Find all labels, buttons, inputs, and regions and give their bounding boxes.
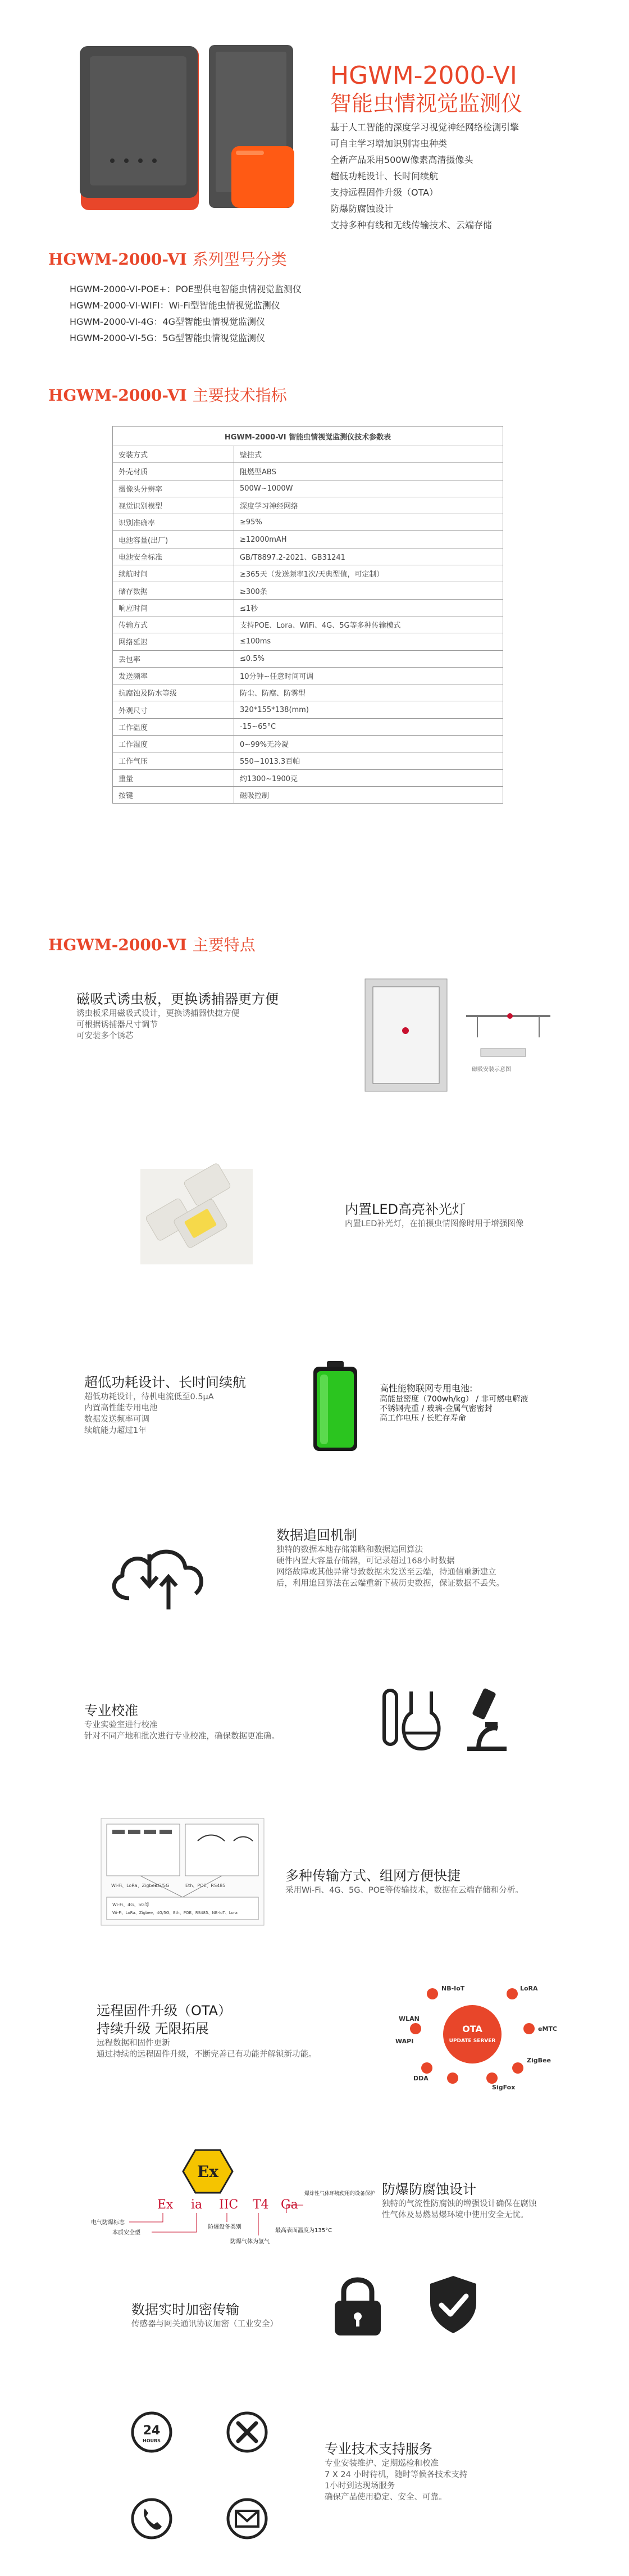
product-desc-line: 全新产品采用500W像素高清摄像头 <box>330 155 473 165</box>
ex-label: 本质安全型 <box>112 2230 140 2236</box>
ex-symbol: Ex <box>197 2162 219 2181</box>
battery-info <box>380 1382 528 1423</box>
feature-line: 1小时到达现场服务 <box>325 2482 395 2491</box>
spec-key: 外观尺寸 <box>113 701 234 718</box>
spec-row <box>113 531 503 548</box>
feature-explosion-proof <box>382 2180 537 2221</box>
net-label: 4G/5G <box>155 1883 170 1888</box>
spec-value: 壁挂式 <box>234 446 503 463</box>
product-description <box>330 119 611 233</box>
spec-value: 320*155*138(mm) <box>234 701 503 718</box>
feature-line: 后，利用追回算法在云端重新下载历史数据，保证数据不丢失。 <box>276 1579 504 1588</box>
phone-icon <box>129 2496 174 2541</box>
ota-center-sub: UPDATE SERVER <box>449 2038 496 2044</box>
hours-label: HOURS <box>143 2438 161 2443</box>
lock-icon <box>332 2273 383 2338</box>
feature-led <box>345 1200 523 1230</box>
feature-line: 专业实验室进行校准 <box>84 1721 158 1730</box>
spec-row <box>113 633 503 650</box>
battery-line: 不锈钢壳重 / 玻璃-金属气密密封 <box>380 1404 493 1413</box>
spec-key: 识别准确率 <box>113 514 234 531</box>
spec-value: ≥12000mAH <box>234 531 503 548</box>
net-label: Wi-Fi、4G、5G等 <box>112 1902 149 1907</box>
cloud-sync-icon <box>101 1531 213 1615</box>
ota-diagram <box>380 1978 565 2090</box>
feature-ota <box>97 2002 317 2060</box>
ex-code: ia <box>191 2198 203 2212</box>
model-item: HGWM-2000-VI-WIFI：Wi-Fi型智能虫情视觉监测仪 <box>70 300 280 311</box>
classification-heading-model: HGWM-2000-VI <box>48 250 187 269</box>
spec-key: 外壳材质 <box>113 463 234 480</box>
spec-value: 防尘、防腐、防雾型 <box>234 684 503 701</box>
spec-value: 支持POE、Lora、WiFi、4G、5G等多种传输模式 <box>234 616 503 633</box>
spec-key: 安装方式 <box>113 446 234 463</box>
feature-title: 多种传输方式、组网方便快捷 <box>285 1868 461 1884</box>
magnetic-install-diagram <box>359 976 567 1099</box>
product-desc-line: 支持多种有线和无线传输技术、云端存储 <box>330 220 493 230</box>
product-desc-line: 超低功耗设计、长时间续航 <box>330 171 439 182</box>
feature-service <box>325 2440 467 2503</box>
specs-heading-model: HGWM-2000-VI <box>48 386 187 405</box>
feature-line: 独特的数据本地存储策略和数据追回算法 <box>276 1545 423 1554</box>
battery-line: 高能量密度（700wh/kg） / 非可燃电解液 <box>380 1395 528 1404</box>
feature-line: 内置LED补光灯，在拍摄虫情图像时用于增强图像 <box>345 1219 524 1228</box>
spec-row <box>113 480 503 497</box>
ota-center: OTA <box>462 2024 482 2034</box>
spec-key: 响应时间 <box>113 599 234 616</box>
spec-key: 工作湿度 <box>113 736 234 752</box>
specs-heading-text: 主要技术指标 <box>192 386 287 405</box>
spec-key: 抗腐蚀及防水等级 <box>113 684 234 701</box>
spec-key: 储存数据 <box>113 582 234 599</box>
device-front-image <box>79 45 202 214</box>
product-name: 智能虫情视觉监测仪 <box>330 91 523 116</box>
spec-key: 工作温度 <box>113 718 234 735</box>
feature-line: 诱虫板采用磁吸式设计，更换诱捕器快捷方便 <box>76 1009 239 1018</box>
spec-row <box>113 769 503 786</box>
spec-value: ≥365天（发送频率1次/天典型值，可定制） <box>234 565 503 582</box>
spec-row <box>113 786 503 803</box>
spec-table-title: HGWM-2000-VI 智能虫情视觉监测仪技术参数表 <box>113 427 503 446</box>
feature-data-recovery <box>276 1526 504 1589</box>
ota-node: SigFox <box>492 2084 516 2091</box>
product-desc-line: 支持远程固件升级（OTA） <box>330 187 439 198</box>
spec-row <box>113 616 503 633</box>
feature-line: 采用Wi-Fi、4G、5G、POE等传输技术，数据在云端存储和分析。 <box>285 1886 523 1895</box>
spec-key: 按键 <box>113 786 234 803</box>
spec-value: 500W~1000W <box>234 480 503 497</box>
ex-proof-diagram <box>90 2147 376 2253</box>
spec-value: 深度学习神经网络 <box>234 497 503 514</box>
spec-row <box>113 701 503 718</box>
feature-line: 数据发送频率可调 <box>84 1415 149 1424</box>
feature-encryption <box>131 2301 278 2330</box>
feature-line: 7 X 24 小时待机，随时等候各技术支持 <box>325 2470 468 2479</box>
spec-value: ≤1秒 <box>234 599 503 616</box>
ota-node: NB-IoT <box>441 1985 465 1992</box>
spec-value: -15~65°C <box>234 718 503 735</box>
24-hours-icon <box>129 2410 174 2455</box>
shield-check-icon <box>428 2275 478 2334</box>
spec-row <box>113 514 503 531</box>
net-label: Wi-Fi、LoRa、Zigbee <box>111 1883 158 1888</box>
model-item: HGWM-2000-VI-POE+：POE型供电智能虫情视觉监测仪 <box>70 284 302 294</box>
feature-network <box>285 1867 523 1896</box>
feature-line: 可安装多个诱芯 <box>76 1032 134 1041</box>
features-heading-model: HGWM-2000-VI <box>48 936 187 954</box>
spec-row <box>113 599 503 616</box>
spec-row <box>113 463 503 480</box>
spec-key: 工作气压 <box>113 752 234 769</box>
ota-node: DDA <box>413 2075 429 2082</box>
feature-line: 确保产品使用稳定、安全、可靠。 <box>325 2493 447 2502</box>
spec-key: 摄像头分辨率 <box>113 480 234 497</box>
spec-key: 网络延迟 <box>113 633 234 650</box>
feature-line: 超低功耗设计，待机电流低至0.5μA <box>84 1393 214 1402</box>
ota-node: eMTC <box>538 2025 557 2033</box>
ex-code: IIC <box>219 2198 239 2212</box>
spec-row <box>113 548 503 565</box>
classification-heading <box>48 247 287 270</box>
spec-row <box>113 565 503 582</box>
spec-table <box>112 426 503 804</box>
spec-key: 丢包率 <box>113 650 234 667</box>
spec-row <box>113 497 503 514</box>
ota-node: ZigBee <box>527 2057 551 2064</box>
spec-value: 阻燃型ABS <box>234 463 503 480</box>
spec-value: ≥300条 <box>234 582 503 599</box>
network-diagram <box>101 1818 264 1925</box>
spec-row <box>113 752 503 769</box>
microscope-icon <box>456 1687 512 1753</box>
spec-row <box>113 736 503 752</box>
spec-value: ≥95% <box>234 514 503 531</box>
spec-value: 约1300~1900克 <box>234 769 503 786</box>
feature-title-2: 持续升级 无限拓展 <box>97 2021 209 2037</box>
ex-label: 最高表面温度为135°C <box>275 2228 332 2234</box>
ex-label: 防爆气体为氢气 <box>230 2239 270 2245</box>
ex-label: 爆炸性气体环境使用的设备保护 <box>304 2191 376 2197</box>
feature-title: 专业技术支持服务 <box>325 2441 432 2457</box>
spec-row <box>113 718 503 735</box>
feature-title: 专业校准 <box>84 1703 138 1718</box>
net-label: Wi-Fi、LoRa、Zigbee、4G/5G、Eth、POE、RS485、NB-IoT、Lora <box>112 1911 238 1915</box>
spec-key: 续航时间 <box>113 565 234 582</box>
spec-key: 电池容量(出厂) <box>113 531 234 548</box>
spec-row <box>113 667 503 684</box>
feature-line: 续航能力超过1年 <box>84 1426 147 1435</box>
product-model: HGWM-2000-VI <box>330 61 517 90</box>
ex-label: 防爆设备类别 <box>208 2224 241 2230</box>
product-desc-line: 基于人工智能的深度学习视觉神经网络检测引擎 <box>330 122 519 133</box>
feature-title: 防爆防腐蚀设计 <box>382 2182 476 2197</box>
model-item: HGWM-2000-VI-4G：4G型智能虫情视觉监测仪 <box>70 316 265 327</box>
feature-magnetic-board <box>76 990 279 1042</box>
led-image <box>140 1169 253 1264</box>
spec-key: 重量 <box>113 769 234 786</box>
feature-line: 远程数据和固件更新 <box>97 2039 170 2048</box>
mail-icon <box>225 2496 270 2541</box>
spec-value: 磁吸控制 <box>234 786 503 803</box>
specs-heading <box>48 383 287 406</box>
model-item: HGWM-2000-VI-5G：5G型智能虫情视觉监测仪 <box>70 333 265 343</box>
features-heading-text: 主要特点 <box>192 936 256 954</box>
feature-low-power <box>84 1373 246 1436</box>
feature-line: 可根据诱捕器尺寸调节 <box>76 1021 158 1030</box>
feature-title: 内置LED高亮补光灯 <box>345 1201 466 1217</box>
product-desc-line: 防爆防腐蚀设计 <box>330 203 394 214</box>
battery-icon <box>310 1359 361 1454</box>
feature-line: 专业安装维护、定期巡检和校准 <box>325 2459 439 2468</box>
spec-value: 10分钟~任意时间可调 <box>234 667 503 684</box>
device-side-image <box>209 45 299 214</box>
spec-row <box>113 582 503 599</box>
battery-title: 高性能物联网专用电池: <box>380 1383 473 1394</box>
feature-title: 数据实时加密传输 <box>131 2302 239 2318</box>
spec-value: ≤0.5% <box>234 650 503 667</box>
ex-code: T4 <box>253 2198 269 2212</box>
feature-line: 传感器与网关通讯协议加密（工业安全） <box>131 2320 278 2329</box>
features-heading <box>48 933 256 955</box>
ota-node: WAPI <box>395 2038 414 2045</box>
feature-title: 数据追回机制 <box>276 1527 357 1543</box>
spec-key: 发送频率 <box>113 667 234 684</box>
ota-node: WLAN <box>399 2015 420 2022</box>
ex-code: Ga <box>281 2198 298 2212</box>
feature-title: 磁吸式诱虫板，更换诱捕器更方便 <box>76 991 279 1007</box>
spec-value: 550~1013.3百帕 <box>234 752 503 769</box>
classification-heading-text: 系列型号分类 <box>192 250 287 269</box>
spec-key: 视觉识别模型 <box>113 497 234 514</box>
lab-flask-icon <box>382 1686 444 1753</box>
feature-calibration <box>84 1702 280 1742</box>
feature-line: 硬件内置大容量存储器，可记录超过168小时数据 <box>276 1557 455 1566</box>
spec-row <box>113 650 503 667</box>
model-list <box>70 281 302 346</box>
feature-title: 远程固件升级（OTA） <box>97 2003 232 2019</box>
feature-line: 内置高性能专用电池 <box>84 1404 158 1413</box>
spec-row <box>113 684 503 701</box>
spec-value: ≤100ms <box>234 633 503 650</box>
ota-node: LoRA <box>520 1985 538 1992</box>
spec-value: GB/T8897.2-2021、GB31241 <box>234 548 503 565</box>
tools-icon <box>225 2410 270 2455</box>
ex-code: Ex <box>157 2198 174 2212</box>
spec-key: 传输方式 <box>113 616 234 633</box>
net-label: Eth、POE、RS485 <box>185 1883 226 1888</box>
spec-value: 0~99%无冷凝 <box>234 736 503 752</box>
battery-line: 高工作电压 / 长贮存寿命 <box>380 1414 466 1423</box>
hours-number: 24 <box>143 2424 161 2438</box>
spec-key: 电池安全标准 <box>113 548 234 565</box>
feature-line: 性气体及易燃易爆环境中使用安全无忧。 <box>382 2211 528 2220</box>
feature-line: 独特的气流性防腐蚀的增强设计确保在腐蚀 <box>382 2199 537 2208</box>
ex-label: 电气防爆标志 <box>91 2220 125 2226</box>
feature-line: 网络故障或其他异常导致数据未发送至云端，待通信重新建立 <box>276 1568 496 1577</box>
product-desc-line: 可自主学习增加识别害虫种类 <box>330 138 448 149</box>
feature-line: 针对不同产地和批次进行专业校准，确保数据更准确。 <box>84 1732 280 1741</box>
feature-line: 通过持续的远程固件升级，不断完善已有功能并解锁新功能。 <box>97 2050 317 2059</box>
spec-row <box>113 446 503 463</box>
feature-title: 超低功耗设计、长时间续航 <box>84 1375 246 1390</box>
diagram-label: 磁吸安装示意图 <box>472 1067 511 1073</box>
